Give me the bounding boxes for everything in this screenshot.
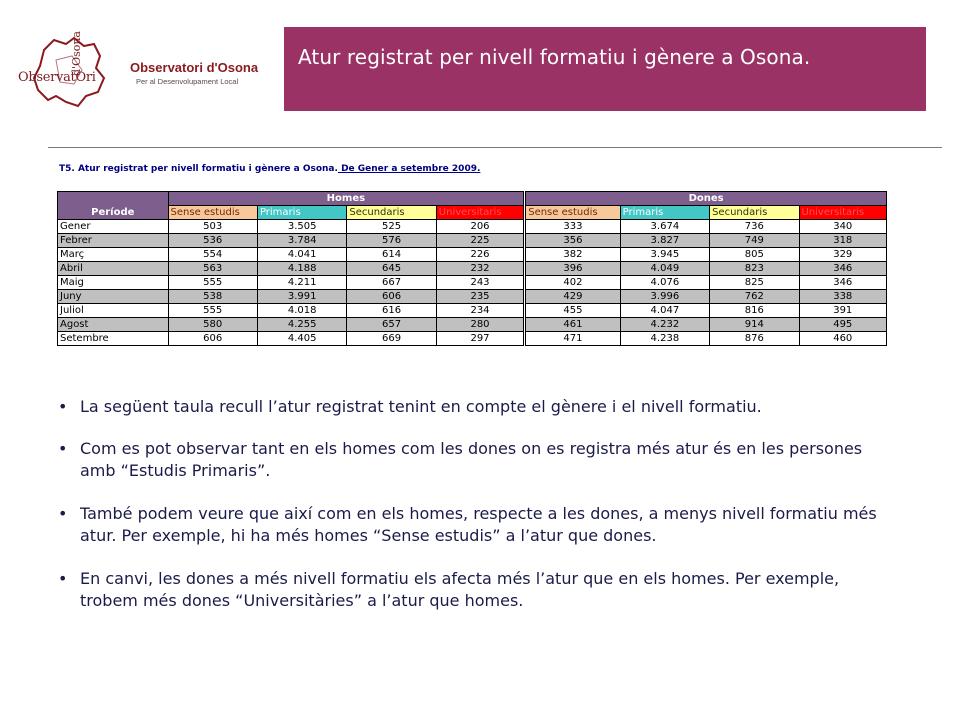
men-sense-estudis-cell: 536 [168, 234, 257, 248]
list-item [58, 568, 888, 612]
month-cell: Maig [58, 276, 169, 290]
table-row [58, 248, 887, 262]
men-secundaris-cell: 667 [347, 276, 436, 290]
men-secundaris-cell: 657 [347, 318, 436, 332]
men-primaris-cell: 3.505 [257, 220, 346, 234]
page-title: Atur registrat per nivell formatiu i gènere a Osona. [298, 45, 811, 69]
bullet-text: També podem veure que així com en els homes, respecte a les dones, a menys nivell formatiu més atur. Per exemple, hi ha més homes “Sense estudis” a l’atur que dones. [80, 504, 877, 545]
men-sense-estudis-cell: 555 [168, 276, 257, 290]
bullet-text: En canvi, les dones a més nivell formatiu els afecta més l’atur que en els homes. Per exemple, trobem més dones “Universitàries” a l’atur que homes. [80, 569, 840, 610]
title-banner [284, 27, 926, 111]
women-sense-estudis-cell: 356 [526, 234, 620, 248]
men-universitaris-cell: 243 [436, 276, 523, 290]
table-row [58, 276, 887, 290]
logo-word: ObservatOri [18, 70, 96, 85]
men-universitaris-cell: 297 [436, 332, 523, 346]
men-universitaris-cell: 232 [436, 262, 523, 276]
men-universitaris-cell: 206 [436, 220, 523, 234]
men-primaris-cell: 3.991 [257, 290, 346, 304]
men-primaris-cell: 4.405 [257, 332, 346, 346]
women-secundaris-cell: 805 [710, 248, 799, 262]
women-sense-estudis-cell: 396 [526, 262, 620, 276]
men-universitaris-cell: 235 [436, 290, 523, 304]
men-universitaris-cell: 225 [436, 234, 523, 248]
bullet-text: La següent taula recull l’atur registrat tenint en compte el gènere i el nivell formatiu. [80, 397, 762, 416]
women-primaris-cell: 3.996 [620, 290, 709, 304]
men-group-header: Homes [168, 192, 524, 206]
men-sense-estudis-cell: 554 [168, 248, 257, 262]
col-sense-estudis-men: Sense estudis [168, 206, 257, 220]
women-primaris-cell: 4.238 [620, 332, 709, 346]
men-secundaris-cell: 606 [347, 290, 436, 304]
women-universitaris-cell: 346 [799, 262, 887, 276]
col-primaris-men: Primaris [257, 206, 346, 220]
men-primaris-cell: 4.041 [257, 248, 346, 262]
women-secundaris-cell: 736 [710, 220, 799, 234]
women-primaris-cell: 3.945 [620, 248, 709, 262]
women-sense-estudis-cell: 429 [526, 290, 620, 304]
men-secundaris-cell: 645 [347, 262, 436, 276]
table-row [58, 304, 887, 318]
logo-vertical-text: d'Osona [70, 31, 83, 76]
men-secundaris-cell: 669 [347, 332, 436, 346]
men-sense-estudis-cell: 538 [168, 290, 257, 304]
table-row [58, 332, 887, 346]
men-sense-estudis-cell: 555 [168, 304, 257, 318]
men-primaris-cell: 4.255 [257, 318, 346, 332]
women-universitaris-cell: 495 [799, 318, 887, 332]
bullet-icon: • [58, 439, 68, 458]
women-secundaris-cell: 825 [710, 276, 799, 290]
bullet-icon: • [58, 397, 68, 416]
women-universitaris-cell: 340 [799, 220, 887, 234]
women-universitaris-cell: 391 [799, 304, 887, 318]
table-caption [59, 164, 480, 174]
logo [14, 30, 262, 112]
women-primaris-cell: 4.076 [620, 276, 709, 290]
men-secundaris-cell: 576 [347, 234, 436, 248]
month-cell: Març [58, 248, 169, 262]
women-universitaris-cell: 329 [799, 248, 887, 262]
men-primaris-cell: 4.211 [257, 276, 346, 290]
divider [48, 147, 942, 148]
month-cell: Gener [58, 220, 169, 234]
col-secundaris-women: Secundaris [710, 206, 799, 220]
month-cell: Abril [58, 262, 169, 276]
month-cell: Agost [58, 318, 169, 332]
women-secundaris-cell: 762 [710, 290, 799, 304]
men-secundaris-cell: 614 [347, 248, 436, 262]
men-universitaris-cell: 234 [436, 304, 523, 318]
table-caption-main: T5. Atur registrat per nivell formatiu i gènere a Osona. [59, 164, 338, 174]
women-primaris-cell: 3.674 [620, 220, 709, 234]
women-universitaris-cell: 346 [799, 276, 887, 290]
women-universitaris-cell: 338 [799, 290, 887, 304]
list-item [58, 503, 888, 547]
bullet-icon: • [58, 504, 68, 523]
women-sense-estudis-cell: 402 [526, 276, 620, 290]
women-primaris-cell: 4.049 [620, 262, 709, 276]
month-cell: Febrer [58, 234, 169, 248]
notes-list [58, 396, 888, 612]
women-secundaris-cell: 876 [710, 332, 799, 346]
women-sense-estudis-cell: 333 [526, 220, 620, 234]
bullet-icon: • [58, 569, 68, 588]
women-sense-estudis-cell: 461 [526, 318, 620, 332]
men-secundaris-cell: 525 [347, 220, 436, 234]
table-row [58, 318, 887, 332]
women-sense-estudis-cell: 382 [526, 248, 620, 262]
men-primaris-cell: 3.784 [257, 234, 346, 248]
men-primaris-cell: 4.018 [257, 304, 346, 318]
men-primaris-cell: 4.188 [257, 262, 346, 276]
women-sense-estudis-cell: 455 [526, 304, 620, 318]
table-row [58, 220, 887, 234]
bullet-text: Com es pot observar tant en els homes com les dones on es registra més atur és en les persones amb “Estudis Primaris”. [80, 439, 863, 480]
women-primaris-cell: 4.047 [620, 304, 709, 318]
col-secundaris-men: Secundaris [347, 206, 436, 220]
logo-subtitle: Per al Desenvolupament Local [136, 77, 239, 86]
men-sense-estudis-cell: 580 [168, 318, 257, 332]
list-item [58, 396, 888, 418]
women-primaris-cell: 4.232 [620, 318, 709, 332]
table-row [58, 262, 887, 276]
women-sense-estudis-cell: 471 [526, 332, 620, 346]
col-universitaris-men: Universitaris [436, 206, 523, 220]
men-sense-estudis-cell: 563 [168, 262, 257, 276]
col-primaris-women: Primaris [620, 206, 709, 220]
women-secundaris-cell: 823 [710, 262, 799, 276]
table-row [58, 290, 887, 304]
women-secundaris-cell: 816 [710, 304, 799, 318]
col-universitaris-women: Universitaris [799, 206, 887, 220]
logo-name: Observatori d'Osona [130, 60, 259, 75]
table-caption-period: De Gener a setembre 2009. [337, 164, 481, 174]
women-primaris-cell: 3.827 [620, 234, 709, 248]
month-cell: Juny [58, 290, 169, 304]
list-item [58, 438, 888, 482]
men-secundaris-cell: 616 [347, 304, 436, 318]
period-header: Període [58, 192, 169, 220]
col-sense-estudis-women: Sense estudis [526, 206, 620, 220]
women-secundaris-cell: 914 [710, 318, 799, 332]
women-universitaris-cell: 318 [799, 234, 887, 248]
table-row [58, 234, 887, 248]
unemployment-table [57, 191, 887, 346]
month-cell: Juliol [58, 304, 169, 318]
women-universitaris-cell: 460 [799, 332, 887, 346]
month-cell: Setembre [58, 332, 169, 346]
men-universitaris-cell: 280 [436, 318, 523, 332]
men-universitaris-cell: 226 [436, 248, 523, 262]
women-group-header: Dones [526, 192, 887, 206]
men-sense-estudis-cell: 503 [168, 220, 257, 234]
women-secundaris-cell: 749 [710, 234, 799, 248]
men-sense-estudis-cell: 606 [168, 332, 257, 346]
